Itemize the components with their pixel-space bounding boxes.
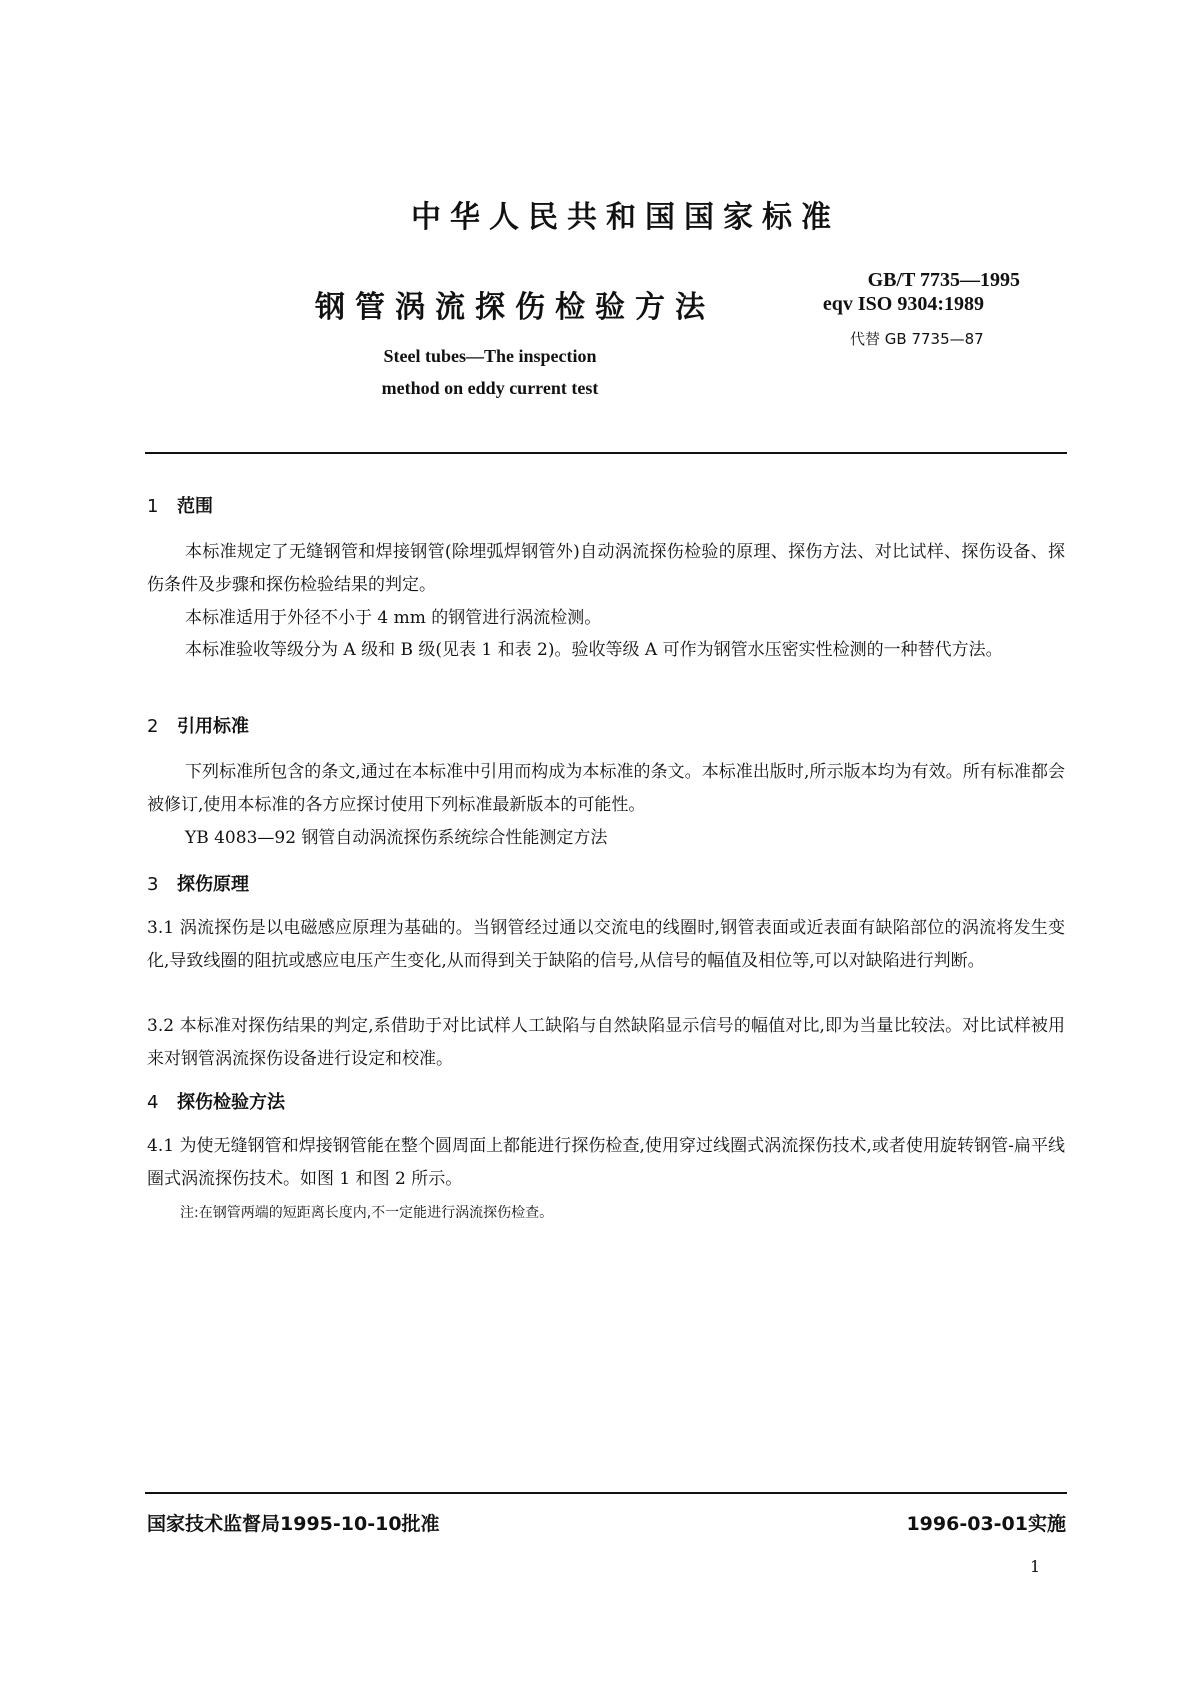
clause-3-1: 3.1 涡流探伤是以电磁感应原理为基础的。当钢管经过通以交流电的线圈时,钢管表面或近表面有缺陷部位的涡流将发生变化,导致线圈的阻抗或感应电压产生变化,从而得到关于缺陷的信号,从信号的幅值及相位等,可以对缺陷进行判断。 xyxy=(147,918,1065,971)
footer-divider xyxy=(145,1492,1067,1494)
section-2-reference: YB 4083—92 钢管自动涡流探伤系统综合性能测定方法 xyxy=(185,828,608,848)
standard-code: GB/T 7735—1995 xyxy=(867,269,1020,291)
replaces-standard: 代替 GB 7735—87 xyxy=(850,330,984,348)
effective-date: 1996-03-01实施 xyxy=(906,1513,1066,1535)
section-2-heading xyxy=(147,712,249,738)
section-title: 范围 xyxy=(177,496,213,517)
header-divider xyxy=(145,452,1067,454)
section-number: 3 xyxy=(147,874,159,895)
clause-4-1-note: 注:在钢管两端的短距离长度内,不一定能进行涡流探伤检查。 xyxy=(180,1205,554,1221)
section-title: 引用标准 xyxy=(177,716,249,737)
clause-4-1: 4.1 为使无缝钢管和焊接钢管能在整个圆周面上都能进行探伤检查,使用穿过线圈式涡流探伤技术,或者使用旋转钢管-扁平线圈式涡流探伤技术。如图 1 和图 2 所示。 xyxy=(147,1136,1065,1189)
section-title: 探伤原理 xyxy=(177,874,249,895)
title-en-line-1: Steel tubes—The inspection xyxy=(383,346,597,366)
section-number: 1 xyxy=(147,496,159,517)
section-2-paragraph-1: 下列标准所包含的条文,通过在本标准中引用而构成为本标准的条文。本标准出版时,所示版本均为有效。所有标准都会被修订,使用本标准的各方应探讨使用下列标准最新版本的可能性。 xyxy=(147,762,1065,815)
section-4-heading xyxy=(147,1088,285,1114)
section-1-paragraph-1: 本标准规定了无缝钢管和焊接钢管(除埋弧焊钢管外)自动涡流探伤检验的原理、探伤方法、对比试样、探伤设备、探伤条件及步骤和探伤检验结果的判定。 xyxy=(147,542,1065,595)
page-number: 1 xyxy=(1030,1557,1041,1576)
approval-date: 国家技术监督局1995-10-10批准 xyxy=(147,1513,440,1535)
document-title-cn: 钢管涡流探伤检验方法 xyxy=(315,290,715,325)
section-1-paragraph-3: 本标准验收等级分为 A 级和 B 级(见表 1 和表 2)。验收等级 A 可作为钢管水压密实性检测的一种替代方法。 xyxy=(185,640,1003,660)
title-en-line-2: method on eddy current test xyxy=(381,378,599,398)
equivalent-standard: eqv ISO 9304:1989 xyxy=(822,293,984,315)
section-number: 2 xyxy=(147,716,159,737)
section-number: 4 xyxy=(147,1092,159,1113)
standard-code-block xyxy=(820,268,1020,316)
national-standard-heading: 中华人民共和国国家标准 xyxy=(411,200,840,235)
section-title: 探伤检验方法 xyxy=(177,1092,285,1113)
section-1-heading xyxy=(147,492,213,518)
clause-3-2: 3.2 本标准对探伤结果的判定,系借助于对比试样人工缺陷与自然缺陷显示信号的幅值对比,即为当量比较法。对比试样被用来对钢管涡流探伤设备进行设定和校准。 xyxy=(147,1016,1065,1069)
document-title-en xyxy=(300,340,680,404)
section-3-heading xyxy=(147,870,249,896)
section-1-paragraph-2: 本标准适用于外径不小于 4 mm 的钢管进行涡流检测。 xyxy=(185,608,602,628)
